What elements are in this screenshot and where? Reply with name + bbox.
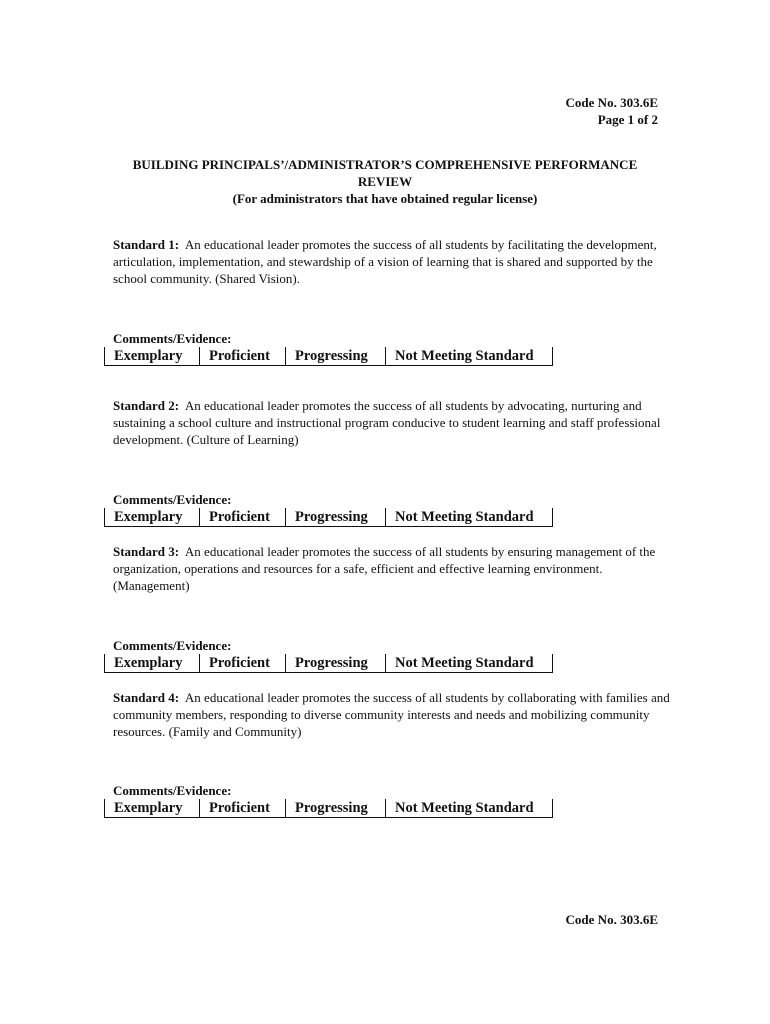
- rating-proficient: Proficient: [200, 347, 286, 365]
- comments-label-1: Comments/Evidence:: [113, 331, 232, 346]
- title-main: BUILDING PRINCIPALS’/ADMINISTRATOR’S COMPREHENSIVE PERFORMANCE REVIEW: [132, 157, 638, 189]
- standard-text: An educational leader promotes the success of all students by collaborating with families and community members, responding to diverse community interests and needs and mobilizing community resources. (Family and Community): [113, 690, 670, 739]
- standard-label: Standard 1:: [113, 237, 180, 252]
- standard-1: [113, 236, 673, 287]
- rating-row-1: [104, 347, 553, 366]
- standard-text: An educational leader promotes the success of all students by advocating, nurturing and sustaining a school culture and instructional program conducive to student learning and staff professional development. (Culture of Learning): [113, 398, 661, 447]
- standard-label: Standard 2:: [113, 398, 180, 413]
- standard-3: [113, 543, 673, 594]
- rating-not-meeting: Not Meeting Standard: [395, 800, 534, 816]
- rating-not-meeting: Not Meeting Standard: [395, 509, 534, 525]
- rating-progressing: Progressing: [286, 654, 386, 672]
- comments-label-2: Comments/Evidence:: [113, 492, 232, 507]
- rating-exemplary: Exemplary: [105, 654, 200, 672]
- page-header: [566, 94, 658, 128]
- rating-not-meeting: Not Meeting Standard: [395, 348, 534, 364]
- rating-exemplary: Exemplary: [105, 347, 200, 365]
- standard-4: [113, 689, 673, 740]
- rating-not-meeting: Not Meeting Standard: [395, 655, 534, 671]
- rating-row-3: [104, 654, 553, 673]
- rating-exemplary: Exemplary: [105, 799, 200, 817]
- rating-proficient: Proficient: [200, 654, 286, 672]
- rating-proficient: Proficient: [200, 799, 286, 817]
- comments-label-4: Comments/Evidence:: [113, 783, 232, 798]
- rating-proficient: Proficient: [200, 508, 286, 526]
- rating-progressing: Progressing: [286, 799, 386, 817]
- rating-row-2: [104, 508, 553, 527]
- rating-exemplary: Exemplary: [105, 508, 200, 526]
- page-footer: Code No. 303.6E: [565, 912, 658, 927]
- standard-text: An educational leader promotes the success of all students by facilitating the development, articulation, implementation, and stewardship of a vision of learning that is shared and supported by the school community. (Shared Vision).: [113, 237, 657, 286]
- rating-row-4: [104, 799, 553, 818]
- title-subtitle: (For administrators that have obtained regular license): [232, 191, 538, 206]
- comments-label-3: Comments/Evidence:: [113, 638, 232, 653]
- standard-label: Standard 3:: [113, 544, 180, 559]
- standard-label: Standard 4:: [113, 690, 180, 705]
- code-number: Code No. 303.6E: [565, 95, 658, 110]
- rating-progressing: Progressing: [286, 347, 386, 365]
- rating-progressing: Progressing: [286, 508, 386, 526]
- page-number: Page 1 of 2: [597, 112, 658, 127]
- standard-2: [113, 397, 673, 448]
- standard-text: An educational leader promotes the success of all students by ensuring management of the organization, operations and resources for a safe, efficient and effective learning environment. (Management): [113, 544, 656, 593]
- document-title: [112, 156, 658, 207]
